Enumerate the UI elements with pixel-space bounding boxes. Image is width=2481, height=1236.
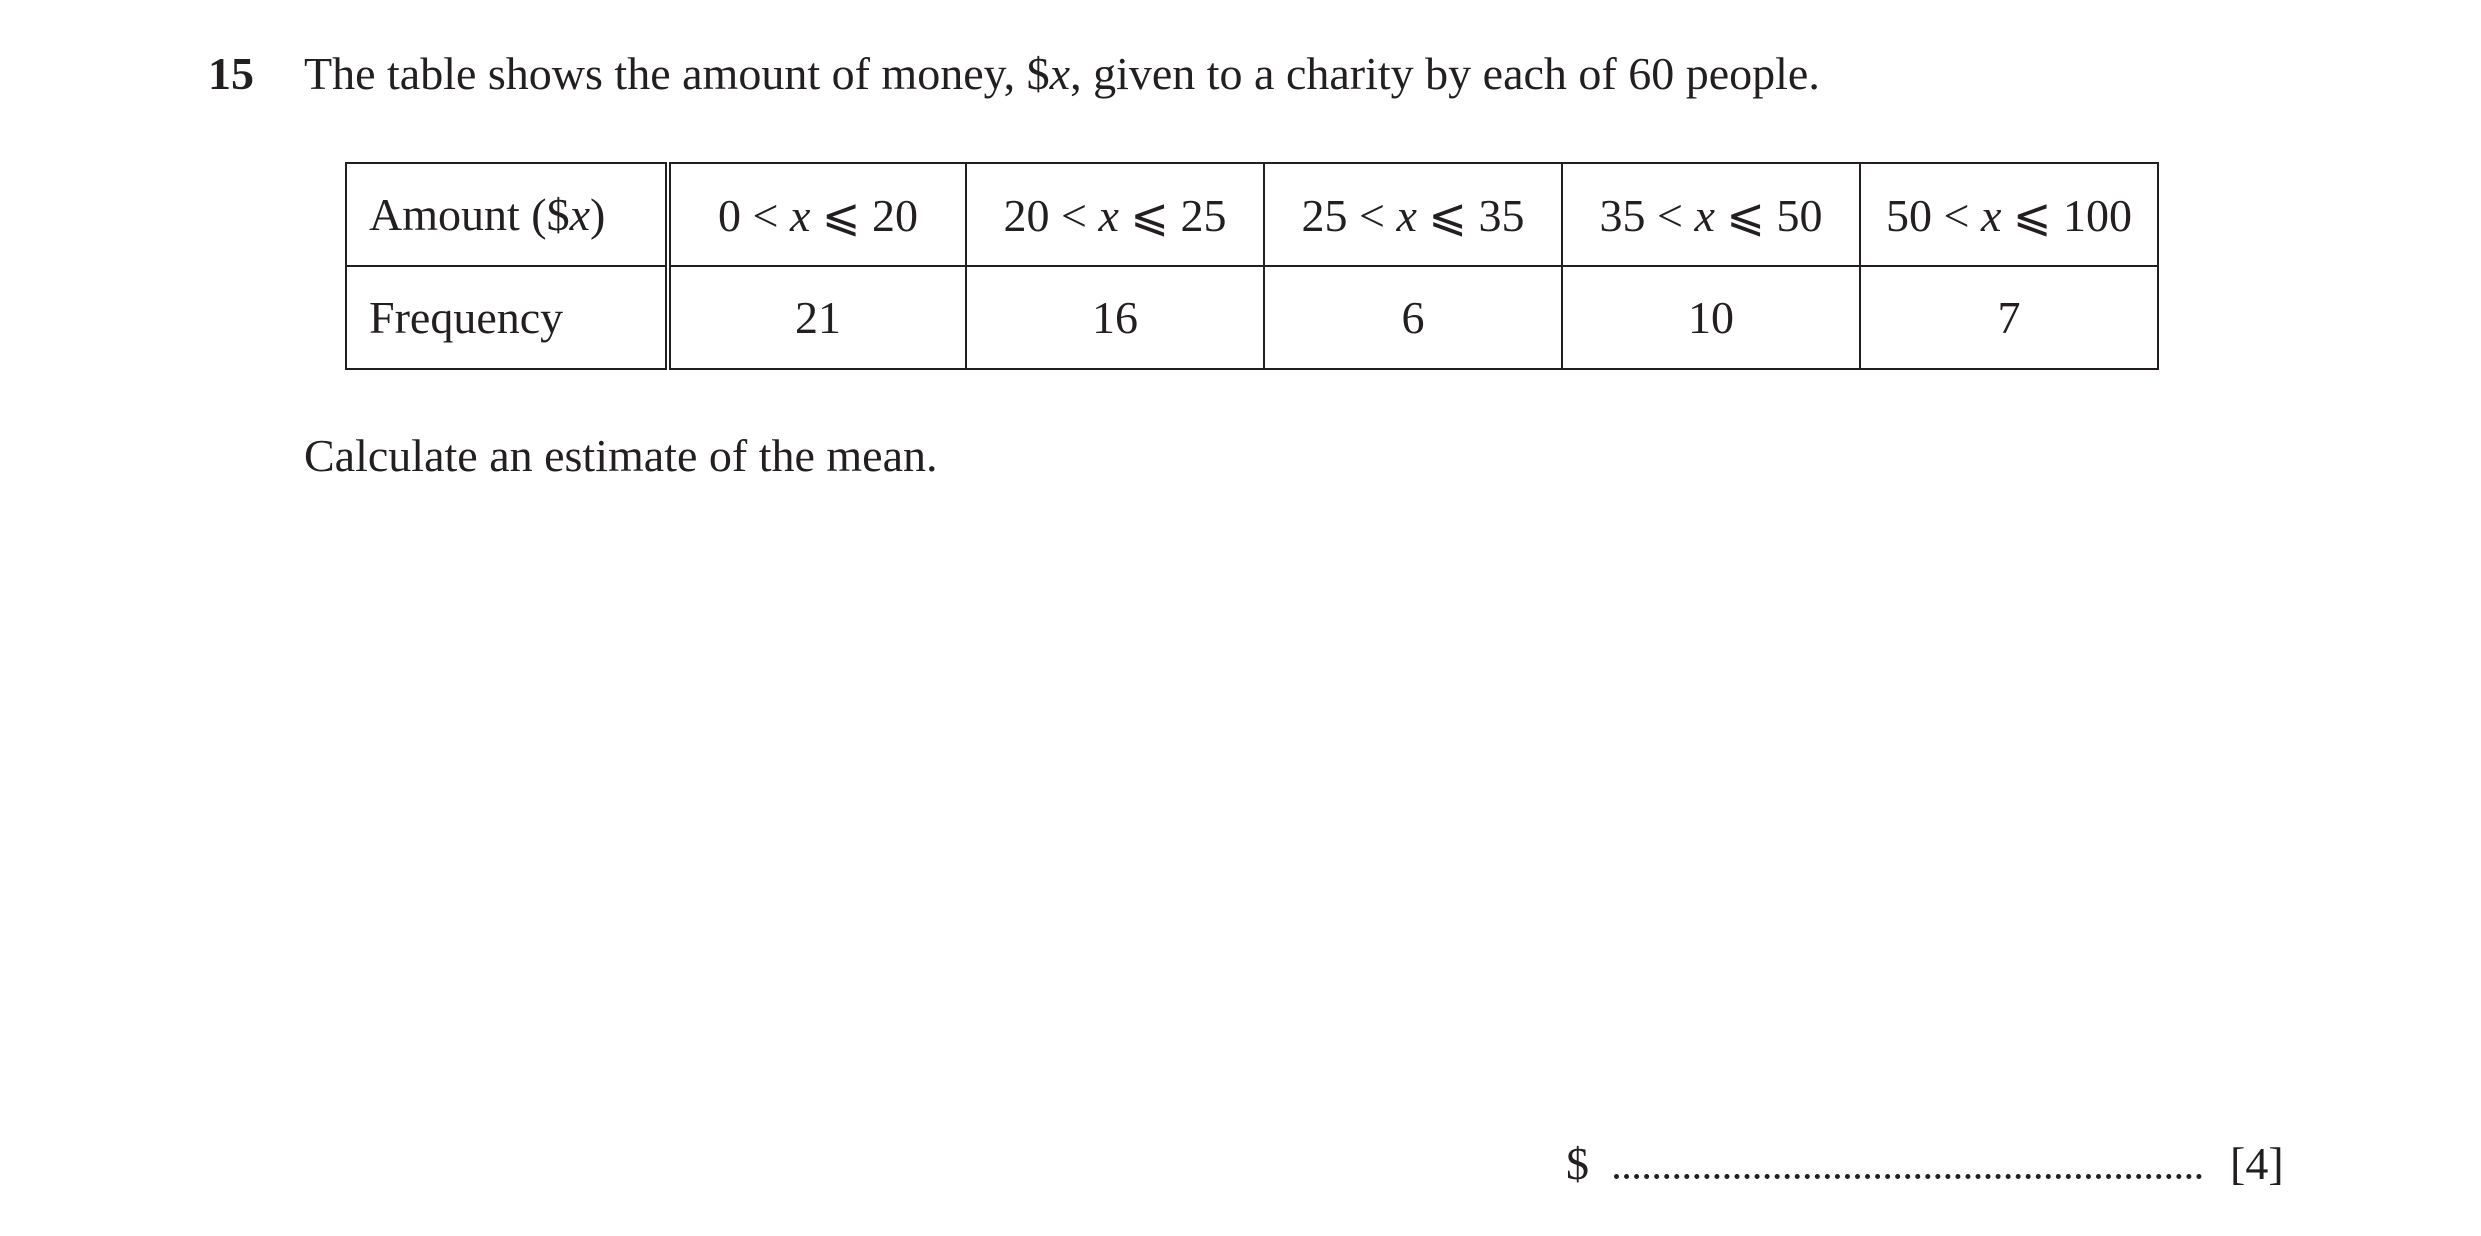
interval-upper: 20 — [871, 189, 918, 241]
interval-upper: 50 — [1776, 189, 1823, 241]
less-than-symbol: < — [1657, 189, 1683, 241]
currency-symbol: $ — [1566, 1138, 1589, 1189]
interval-upper: 25 — [1180, 189, 1227, 241]
less-than-symbol: < — [1943, 189, 1970, 241]
interval-lower: 20 — [1003, 189, 1050, 241]
frequency-cell-4: 10 — [1562, 266, 1860, 369]
less-than-symbol: < — [752, 189, 779, 241]
less-than-symbol: < — [1359, 189, 1385, 241]
amount-label-prefix: Amount ($ — [369, 189, 570, 240]
question-number: 15 — [208, 48, 254, 99]
amount-label-suffix: ) — [590, 189, 606, 240]
frequency-cell-5: 7 — [1860, 266, 2158, 369]
interval-lower: 0 — [718, 189, 742, 241]
amount-row — [346, 163, 2158, 266]
frequency-cell-1: 21 — [668, 266, 966, 369]
interval-variable: x — [1694, 189, 1715, 241]
answer-dotted-line[interactable] — [1614, 1134, 2202, 1179]
amount-row-header — [346, 163, 668, 266]
interval-cell-4 — [1562, 163, 1860, 266]
amount-label-variable: x — [569, 189, 591, 240]
less-equal-symbol: ⩽ — [2012, 189, 2052, 241]
interval-cell-1 — [668, 163, 966, 266]
stem-text-before: The table shows the amount of money, $ — [304, 48, 1050, 99]
less-than-symbol: < — [1061, 189, 1087, 241]
frequency-cell-2: 16 — [966, 266, 1264, 369]
interval-cell-5 — [1860, 163, 2158, 266]
interval-cell-3 — [1264, 163, 1562, 266]
interval-lower: 25 — [1301, 189, 1348, 241]
interval-variable: x — [1098, 189, 1119, 241]
less-equal-symbol: ⩽ — [821, 189, 861, 241]
answer-line — [1566, 1134, 2284, 1194]
question-stem — [304, 44, 1820, 104]
frequency-table — [345, 162, 2159, 370]
interval-variable: x — [1396, 189, 1417, 241]
stem-variable: x — [1049, 48, 1071, 99]
less-equal-symbol: ⩽ — [1428, 189, 1467, 241]
stem-text-after: , given to a charity by each of 60 people. — [1070, 48, 1820, 99]
less-equal-symbol: ⩽ — [1130, 189, 1169, 241]
interval-variable: x — [789, 189, 811, 241]
instruction-text: Calculate an estimate of the mean. — [304, 430, 938, 481]
frequency-row-header: Frequency — [346, 266, 668, 369]
interval-cell-2 — [966, 163, 1264, 266]
interval-upper: 100 — [2062, 189, 2132, 241]
interval-variable: x — [1980, 189, 2002, 241]
interval-upper: 35 — [1478, 189, 1525, 241]
marks-label: [4] — [2230, 1138, 2284, 1189]
interval-lower: 50 — [1886, 189, 1933, 241]
frequency-cell-3: 6 — [1264, 266, 1562, 369]
less-equal-symbol: ⩽ — [1726, 189, 1765, 241]
interval-lower: 35 — [1599, 189, 1646, 241]
frequency-row — [346, 266, 2158, 369]
